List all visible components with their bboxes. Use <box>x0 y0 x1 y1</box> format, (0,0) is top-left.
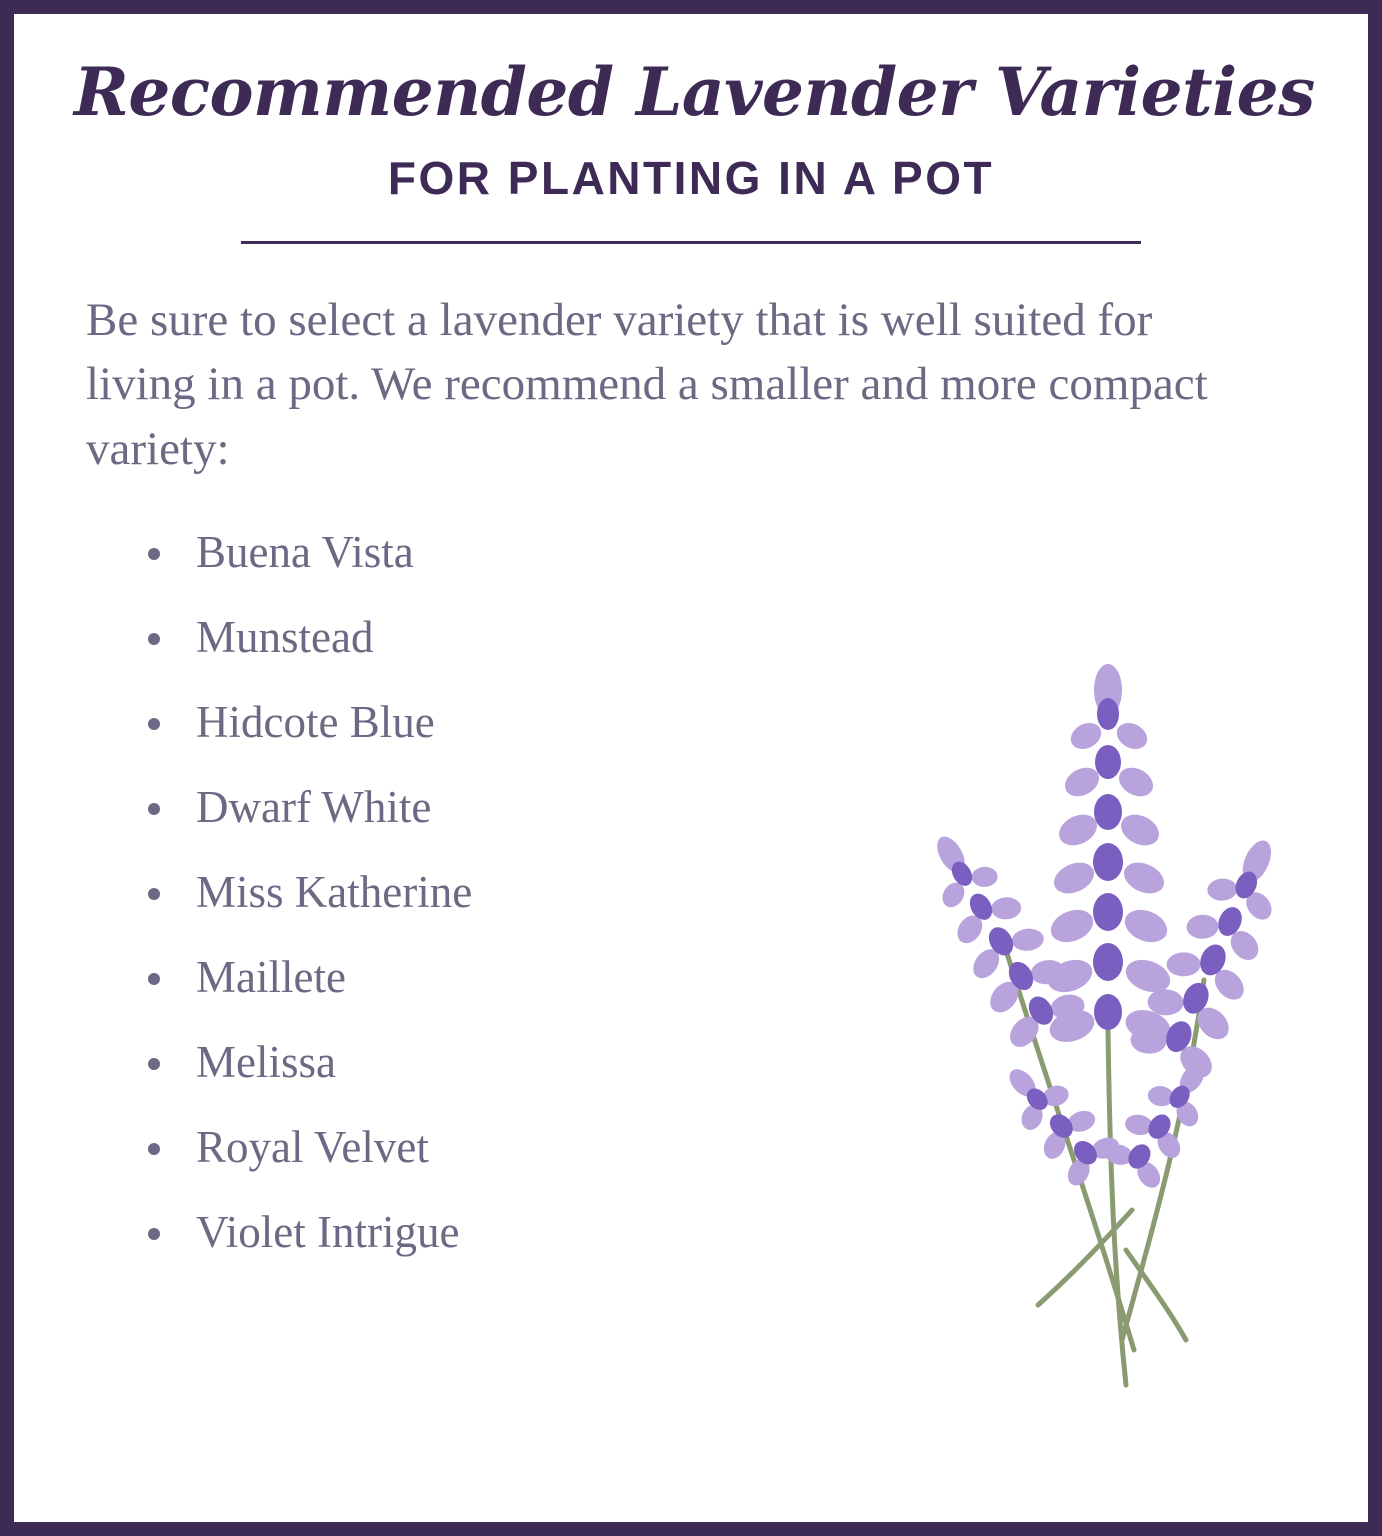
list-item: Violet Intrigue <box>136 1210 776 1255</box>
lavender-sprigs-illustration <box>886 650 1306 1410</box>
list-item: Buena Vista <box>136 530 776 575</box>
list-item: Dwarf White <box>136 785 776 830</box>
list-item: Miss Katherine <box>136 870 776 915</box>
list-item: Hidcote Blue <box>136 700 776 745</box>
list-item: Maillete <box>136 955 776 1000</box>
list-item: Royal Velvet <box>136 1125 776 1170</box>
divider <box>241 241 1141 244</box>
poster-inner <box>14 14 1368 1522</box>
list-item: Melissa <box>136 1040 776 1085</box>
page-subtitle: FOR PLANTING IN A POT <box>387 151 995 204</box>
list-item: Munstead <box>136 615 776 660</box>
variety-list <box>74 527 776 1258</box>
intro-paragraph: Be sure to select a lavender variety that is well suited for living in a pot. We recommend a smaller and more compact variety: <box>86 293 1208 476</box>
page-title: Recommended Lavender Varieties <box>74 53 1315 131</box>
